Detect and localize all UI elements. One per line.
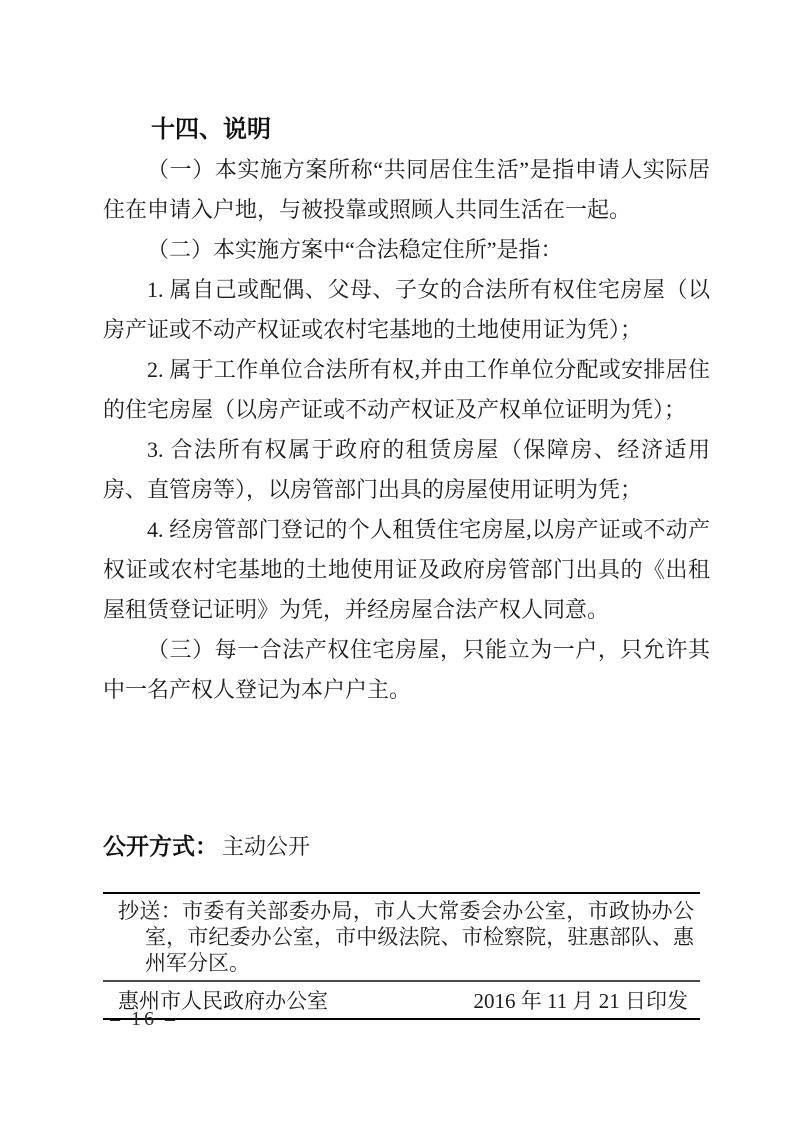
issuance-row — [103, 982, 700, 1018]
cc-label: 抄送： — [118, 899, 183, 923]
body-paragraph: （三）每一合法产权住宅房屋，只能立为一户，只允许其中一名产权人登记为本户户主。 — [103, 637, 710, 702]
body-paragraph: （一）本实施方案所称“共同居住生活”是指申请人实际居住在申请入户地，与被投靠或照顾人共同生活在一起。 — [103, 157, 710, 222]
body-paragraph: 4. 经房管部门登记的个人租赁住宅房屋,以房产证或不动产权证或农村宅基地的土地使用证及政府房管部门出具的《出租屋租赁登记证明》为凭，并经房屋合法产权人同意。 — [103, 517, 710, 622]
document-body — [103, 110, 710, 710]
body-paragraph: （二）本实施方案中“合法稳定住所”是指： — [147, 237, 563, 262]
body-paragraph: 3. 合法所有权属于政府的租赁房屋（保障房、经济适用房、直管房等），以房管部门出具的房屋使用证明为凭； — [103, 437, 710, 502]
disclosure-label: 公开方式： — [103, 833, 218, 859]
print-date: 2016 年 11 月 21 日印发 — [473, 989, 688, 1013]
page-number: – 16 – — [110, 1008, 178, 1030]
body-paragraph: 1. 属自己或配偶、父母、子女的合法所有权住宅房屋（以房产证或不动产权证或农村宅基地的土地使用证为凭）； — [103, 277, 710, 342]
issuing-office: 惠州市人民政府办公室 — [118, 989, 328, 1013]
disclosure-value: 主动公开 — [222, 834, 311, 859]
issuance-footer — [103, 892, 700, 1020]
disclosure-line — [103, 830, 710, 866]
cc-text — [103, 898, 694, 976]
cc-block — [103, 894, 700, 982]
body-paragraph: 2. 属于工作单位合法所有权,并由工作单位分配或安排居住的住宅房屋（以房产证或不动产权证及产权单位证明为凭）； — [103, 357, 710, 422]
section-heading: 十四、说明 — [151, 116, 271, 143]
cc-recipients: 市委有关部委办局，市人大常委会办公室，市政协办公室，市纪委办公室，市中级法院、市检察院，驻惠部队、惠州军分区。 — [145, 899, 695, 975]
